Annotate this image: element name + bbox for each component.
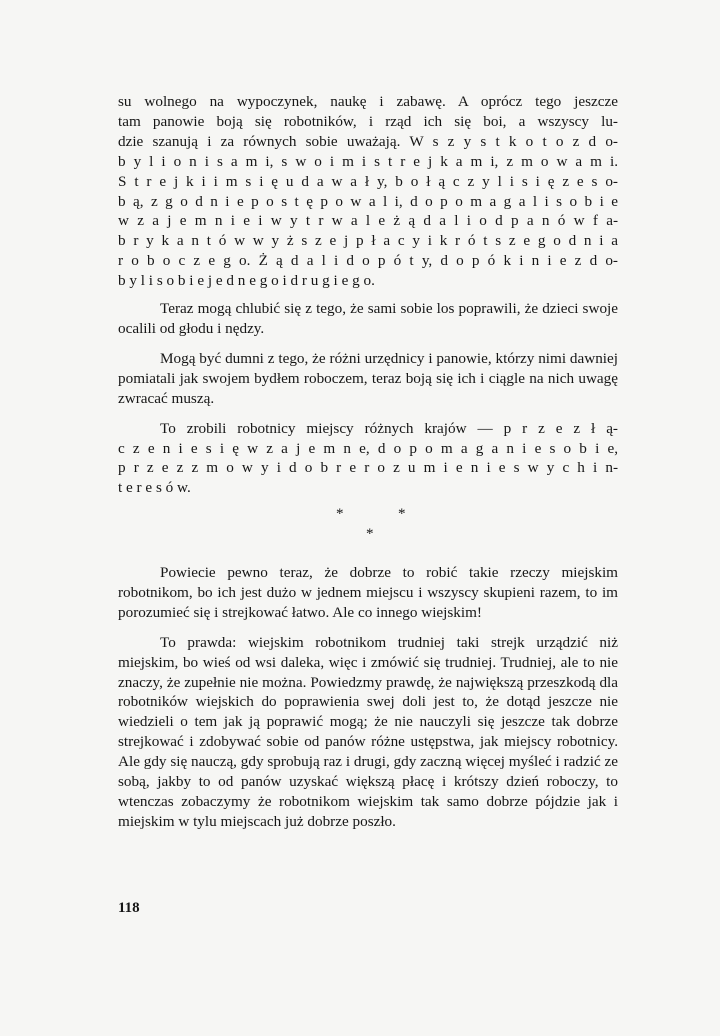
- text-line: tam panowie boją się robotników, i rząd ich się boi, a wszyscy lu-: [118, 112, 618, 130]
- spaced-line: b r y k a n t ó w w y ż s z e j p ł a c y i k r ó t s z e g o d n i a: [118, 232, 618, 250]
- upper-text-block: [118, 92, 618, 508]
- spaced-fragment: W s z y s t k o t o z d o-: [409, 132, 618, 150]
- paragraph-4: [118, 419, 618, 499]
- asterisk: *: [336, 506, 344, 522]
- spaced-line: b ą, z g o d n i e p o s t ę p o w a l i, d o p o m a g a l i s o b i e: [118, 192, 618, 210]
- spaced-line: b y l i o n i s a m i, s w o i m i s t r e j k a m i, z m o w a m i.: [118, 152, 618, 170]
- spaced-line: c z e n i e s i ę w z a j e m n e, d o p o m a g a n i e s o b i e,: [118, 439, 618, 457]
- paragraph-6: To prawda: wiejskim robotnikom trudniej taki strejk urządzić niż miejskim, bo wieś od wsi daleka, więc i zmówić się trudniej. Trudniej, ale to nie znaczy, że zupełnie nie można. Powiedzmy prawdę, że największą przeszkodą dla robotników wiejskich do poprawienia swej doli jest to, że dotąd jeszcze nie wiedzieli o tem jak ją poprawić mogą; że nie nauczyli się jeszcze tak dobrze strejkować i zdobywać sobie od panów różne ustępstwa, jak miejscy robotnicy. Ale gdy się nauczą, gdy sprobują raz i drugi, gdy zaczną więcej myśleć i radzić ze sobą, jakby to od panów uzyskać większą płacę i krótszy dzień roboczy, to wtenczas zobaczymy że robotnikom wiejskim tak samo dobrze pójdzie jak i miejskim w tylu miejscach już dobrze poszło.: [118, 633, 618, 830]
- asterisk: *: [398, 506, 406, 522]
- spaced-line: p r z e z z m o w y i d o b r e r o z u m i e n i e s w y c h i n-: [118, 459, 618, 477]
- page-number: 118: [118, 900, 140, 916]
- text-fragment: dzie szanują i za równych sobie uważają.: [118, 132, 401, 150]
- paragraph-1: [118, 92, 618, 291]
- lower-text-block: [118, 563, 618, 842]
- asterisk: *: [366, 526, 374, 542]
- spaced-line: b y l i s o b i e j e d n e g o i d r u g i e g o.: [118, 272, 375, 290]
- paragraph-5: Powiecie pewno teraz, że dobrze to robić takie rzeczy miejskim robotnikom, bo ich jest dużo w jednem miejscu i wszyscy skupieni razem, to im porozumieć się i strejkować łatwo. Ale co innego wiejskim!: [118, 564, 618, 621]
- text-line: To zrobili robotnicy miejscy różnych krajów — p r z e z ł ą-: [160, 419, 618, 437]
- spaced-line: S t r e j k i i m s i ę u d a w a ł y, b o ł ą c z y l i s i ę z e s o-: [118, 172, 618, 190]
- spaced-line: w z a j e m n i e i w y t r w a l e ż ą d a l i o d p a n ó w f a-: [118, 212, 618, 230]
- spaced-line: t e r e s ó w.: [118, 479, 191, 497]
- paragraph-3: Mogą być dumni z tego, że różni urzędnicy i panowie, którzy nimi dawniej pomiatali jak swojem bydłem roboczem, teraz boją się ich i ciągle na nich uwagę zwracać muszą.: [118, 349, 618, 407]
- paragraph-2: Teraz mogą chlubić się z tego, że sami sobie los poprawili, że dzieci swoje ocalili od głodu i nędzy.: [118, 300, 618, 337]
- text-line: [118, 132, 618, 152]
- spaced-line: r o b o c z e g o. Ż ą d a l i d o p ó t y, d o p ó k i n i e z d o-: [118, 252, 618, 270]
- text-line: su wolnego na wypoczynek, naukę i zabawę. A oprócz tego jeszcze: [118, 93, 618, 110]
- section-separator: [118, 504, 618, 546]
